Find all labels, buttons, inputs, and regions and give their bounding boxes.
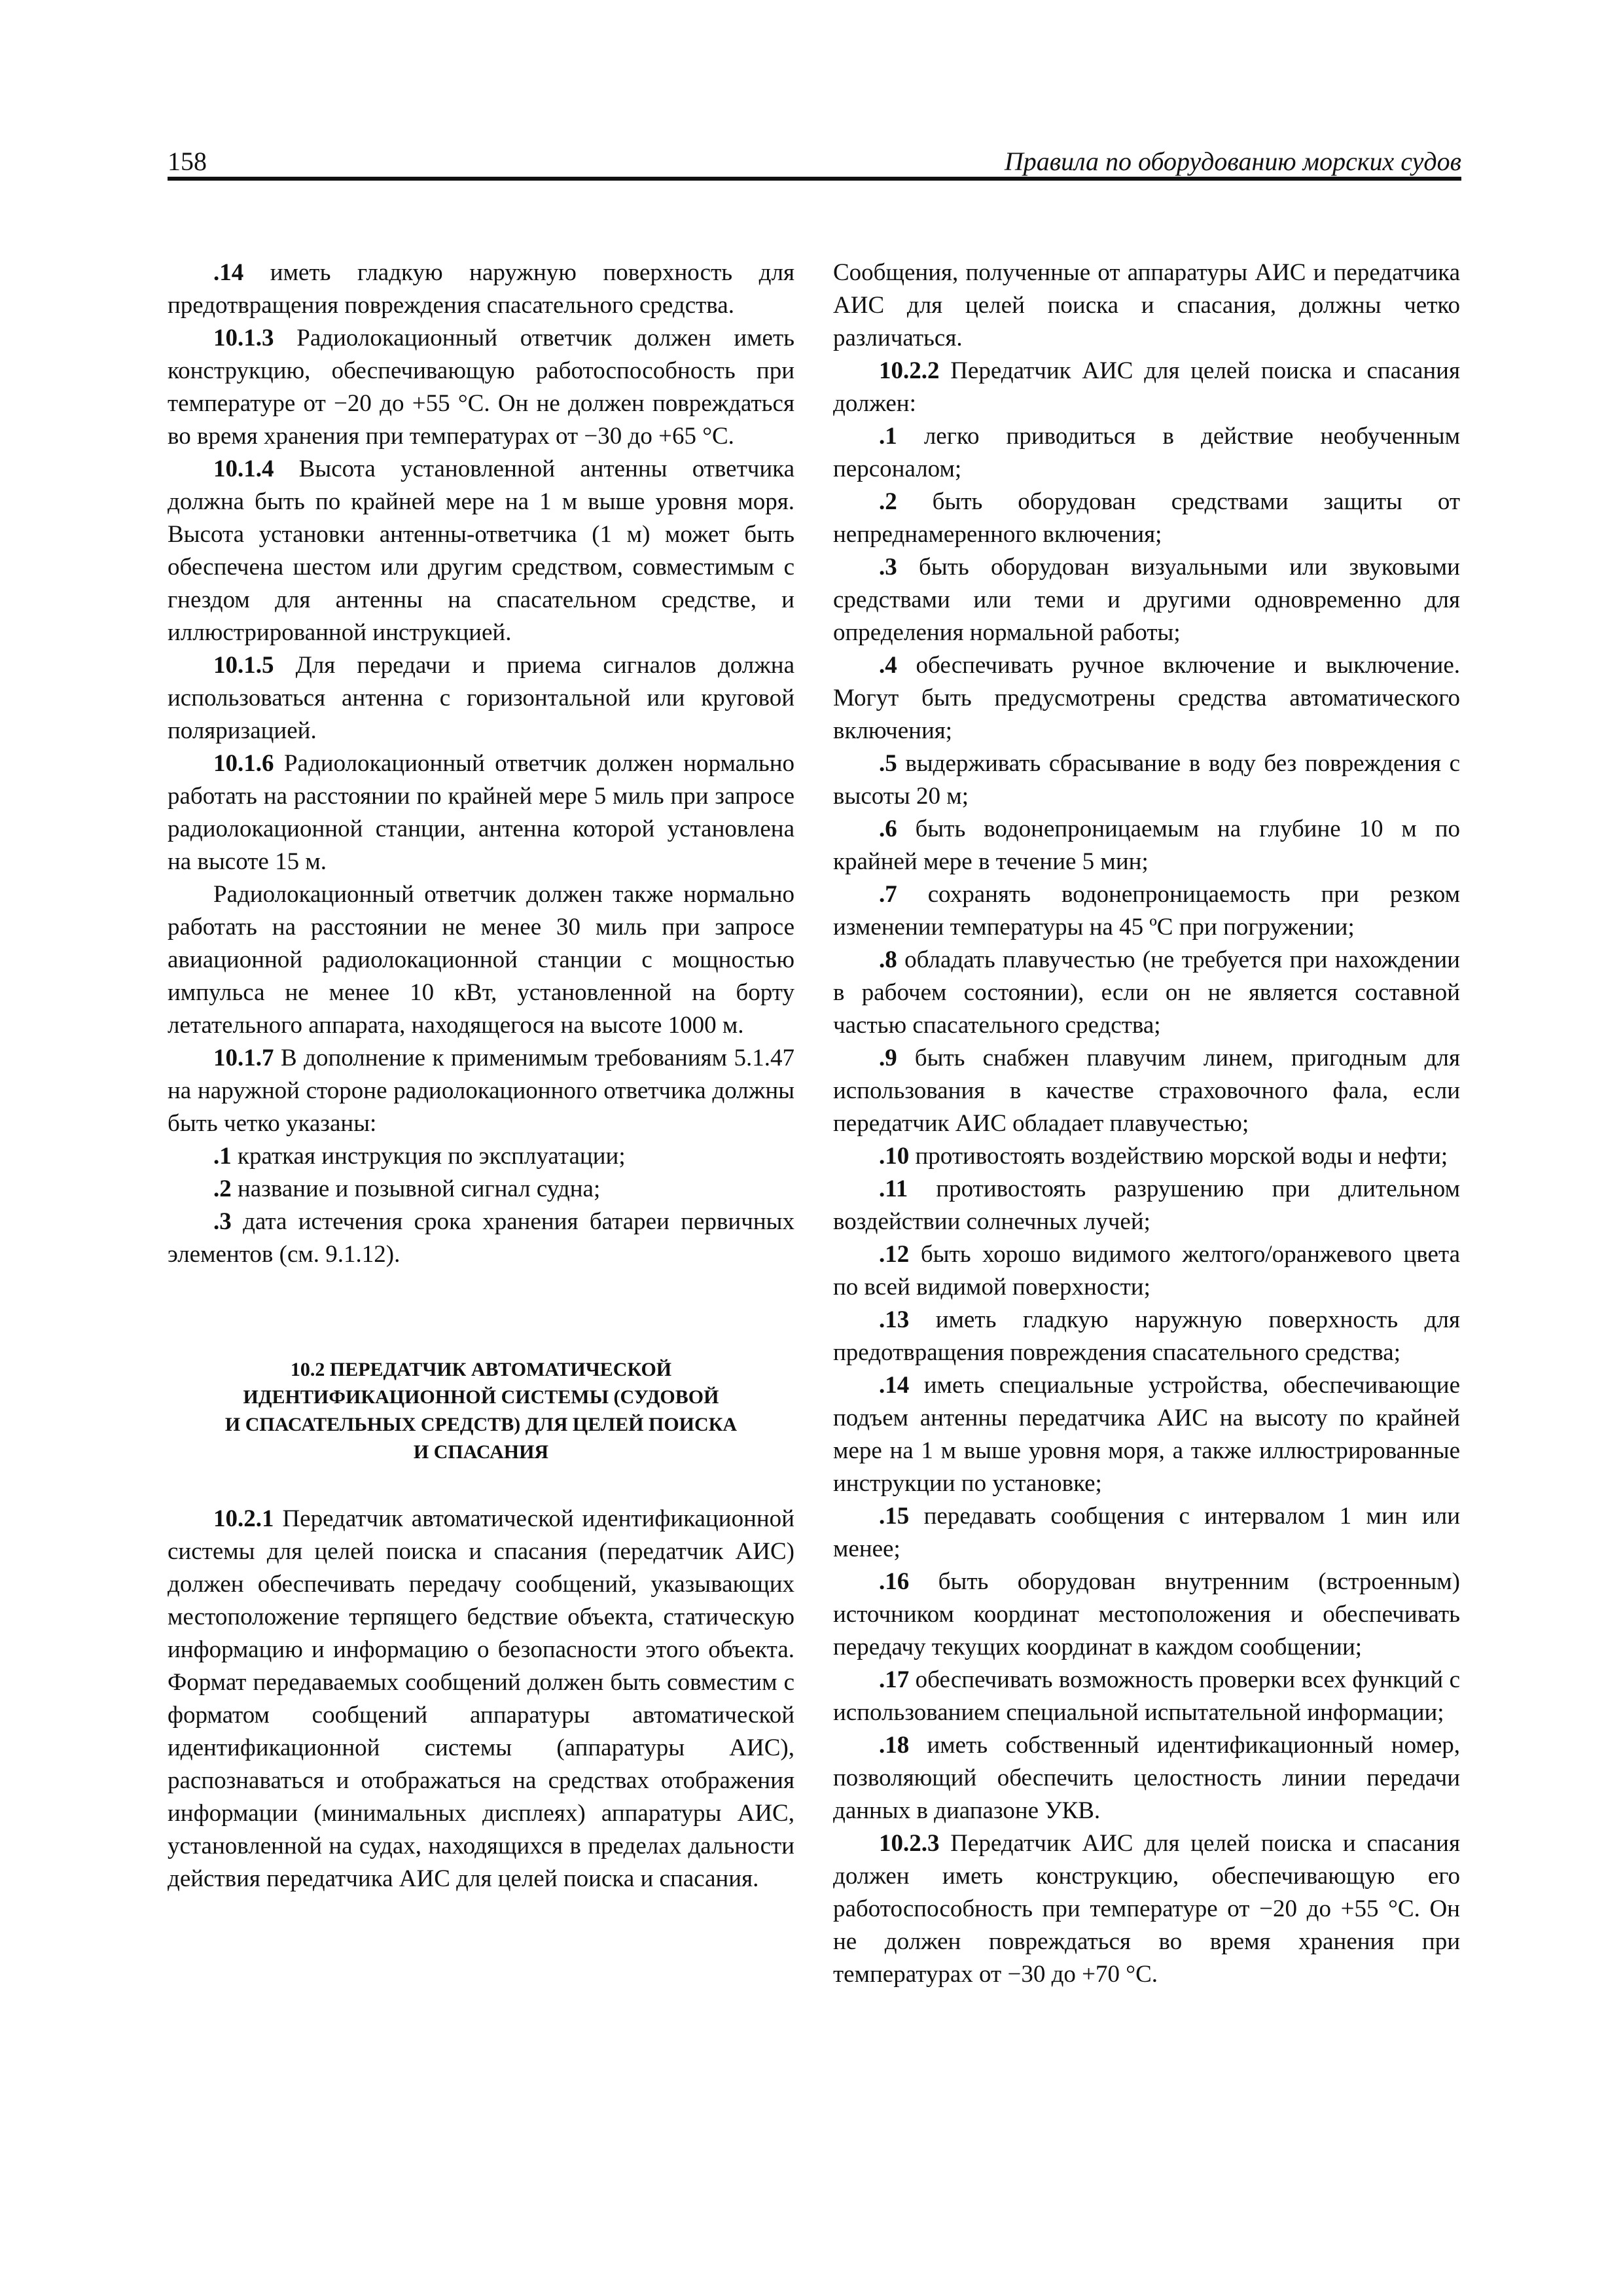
clause-number: .10 xyxy=(879,1143,910,1170)
paragraph-text: В дополнение к применимым требованиям 5.1.47 на наружной стороне радиолокационного ответчика должны быть четко указаны: xyxy=(168,1045,794,1137)
paragraph xyxy=(833,420,1460,486)
paragraph xyxy=(833,649,1460,747)
paragraph-text: Радиолокационный ответчик должен также нормально работать на расстоянии не менее 30 миль при запросе авиационной радиолокационной станции с мощностью импульса не менее 10 кВт, установленной на борту летательного аппарата, находящегося на высоте 1000 м. xyxy=(168,881,794,1039)
paragraph-text: выдерживать сбрасывание в воду без повреждения с высоты 20 м; xyxy=(833,750,1460,810)
paragraph-text: быть оборудован средствами защиты от непреднамеренного включения; xyxy=(833,488,1460,548)
clause-number: .8 xyxy=(879,946,897,973)
paragraph xyxy=(833,1140,1460,1173)
section-heading xyxy=(168,1356,794,1466)
paragraph-text: дата истечения срока хранения батареи первичных элементов (см. 9.1.12). xyxy=(168,1208,794,1268)
paragraph-text: Высота установленной антенны ответчика должна быть по крайней мере на 1 м выше уровня моря. Высота установки антенны-ответчика (1 м) может быть обеспечена шестом или другим средством, совместимым с гнездом для антенны на спасательном средстве, и иллюстрированной инструкцией. xyxy=(168,456,794,646)
heading-line: ИДЕНТИФИКАЦИОННОЙ СИСТЕМЫ (СУДОВОЙ xyxy=(243,1386,719,1408)
clause-number: 10.2.2 xyxy=(879,357,940,384)
paragraph-text: иметь гладкую наружную поверхность для предотвращения повреждения спасательного средства; xyxy=(833,1306,1460,1366)
clause-number: 10.1.3 xyxy=(213,325,274,351)
heading-line: И СПАСАНИЯ xyxy=(413,1441,549,1463)
paragraph-text: быть хорошо видимого желтого/оранжевого цвета по всей видимой поверхности; xyxy=(833,1241,1460,1300)
right-column xyxy=(833,257,1460,1991)
clause-number: .18 xyxy=(879,1732,910,1759)
clause-number: .6 xyxy=(879,816,897,842)
clause-number: .1 xyxy=(879,423,897,450)
paragraph-text: передавать сообщения с интервалом 1 мин или менее; xyxy=(833,1503,1460,1562)
clause-number: .14 xyxy=(879,1372,910,1399)
paragraph-text: обладать плавучестью (не требуется при нахождении в рабочем состоянии), если он не является составной частью спасательного средства; xyxy=(833,946,1460,1039)
paragraph xyxy=(833,1173,1460,1238)
paragraph xyxy=(168,1503,794,1895)
left-paragraphs xyxy=(168,257,794,1271)
paragraph-text: иметь гладкую наружную поверхность для предотвращения повреждения спасательного средства. xyxy=(168,259,794,319)
paragraph xyxy=(833,878,1460,944)
paragraph-text: краткая инструкция по эксплуатации; xyxy=(231,1143,626,1170)
paragraph-text: быть оборудован внутренним (встроенным) источником координат местоположения и обеспечивать передачу текущих координат в каждом сообщении; xyxy=(833,1568,1460,1660)
clause-number: .13 xyxy=(879,1306,910,1333)
clause-number: .7 xyxy=(879,881,897,908)
clause-number: .3 xyxy=(213,1208,232,1235)
right-paragraphs xyxy=(833,355,1460,1991)
paragraph-text: Передатчик автоматической идентификационной системы для целей поиска и спасания (передатчик АИС) должен обеспечивать передачу сообщений, указывающих местоположение терпящего бедствие объекта, статическую информацию и информацию о безопасности этого объекта. Формат передаваемых сообщений должен быть совместим с форматом сообщений аппаратуры автоматической идентификационной системы (аппаратуры АИС), распознаваться и отображаться на средствах отображения информации (минимальных дисплеях) аппаратуры АИС, установленной на судах, находящихся в пределах дальности действия передатчика АИС для целей поиска и спасания. xyxy=(168,1505,794,1892)
paragraph xyxy=(833,1566,1460,1664)
paragraph-text: легко приводиться в действие необученным персоналом; xyxy=(833,423,1460,482)
page-header xyxy=(168,143,1461,181)
clause-number: .5 xyxy=(879,750,897,777)
paragraph-text: быть снабжен плавучим линем, пригодным для использования в качестве страховочного фала, если передатчик АИС обладает плавучестью; xyxy=(833,1045,1460,1137)
paragraph xyxy=(833,1664,1460,1729)
continuation-paragraph: Сообщения, полученные от аппаратуры АИС и передатчика АИС для целей поиска и спасания, должны четко различаться. xyxy=(833,259,1460,351)
clause-number: 10.2.1 xyxy=(213,1505,274,1532)
running-title: Правила по оборудованию морских судов xyxy=(1004,147,1461,176)
paragraph xyxy=(168,649,794,747)
paragraph xyxy=(168,322,794,453)
clause-number: 10.1.4 xyxy=(213,456,274,482)
paragraph xyxy=(168,878,794,1042)
heading-line: 10.2 ПЕРЕДАТЧИК АВТОМАТИЧЕСКОЙ xyxy=(290,1359,672,1380)
paragraph xyxy=(168,747,794,878)
paragraph xyxy=(833,1729,1460,1827)
paragraph xyxy=(833,1827,1460,1991)
left-paragraphs-after-heading xyxy=(168,1503,794,1895)
paragraph-text: название и позывной сигнал судна; xyxy=(231,1175,601,1202)
paragraph-text: Радиолокационный ответчик должен нормально работать на расстоянии по крайней мере 5 миль при запросе радиолокационной станции, антенна которой установлена на высоте 15 м. xyxy=(168,750,794,875)
paragraph xyxy=(168,257,794,322)
paragraph xyxy=(168,1173,794,1206)
clause-number: .17 xyxy=(879,1666,910,1693)
paragraph-text: Передатчик АИС для целей поиска и спасания должен: xyxy=(833,357,1460,417)
left-column xyxy=(168,257,794,1895)
paragraph-text: противостоять разрушению при длительном воздействии солнечных лучей; xyxy=(833,1175,1460,1235)
paragraph-text: быть водонепроницаемым на глубине 10 м по крайней мере в течение 5 мин; xyxy=(833,816,1460,875)
paragraph xyxy=(168,1206,794,1271)
paragraph xyxy=(168,1140,794,1173)
paragraph xyxy=(833,551,1460,649)
paragraph-text: Радиолокационный ответчик должен иметь конструкцию, обеспечивающую работоспособность при температуре от −20 до +55 °С. Он не должен повреждаться во время хранения при температурах от −30 до +65 °С. xyxy=(168,325,794,450)
clause-number: .15 xyxy=(879,1503,910,1530)
heading-line: И СПАСАТЕЛЬНЫХ СРЕДСТВ) ДЛЯ ЦЕЛЕЙ ПОИСКА xyxy=(224,1414,738,1435)
paragraph-text: противостоять воздействию морской воды и нефти; xyxy=(909,1143,1448,1170)
paragraph xyxy=(168,453,794,649)
paragraph xyxy=(833,1042,1460,1140)
paragraph xyxy=(833,355,1460,420)
paragraph xyxy=(833,813,1460,878)
header-rule xyxy=(168,177,1461,181)
clause-number: .4 xyxy=(879,652,897,679)
clause-number: .16 xyxy=(879,1568,910,1595)
clause-number: .2 xyxy=(879,488,897,515)
paragraph-text: обеспечивать ручное включение и выключение. Могут быть предусмотрены средства автоматического включения; xyxy=(833,652,1460,744)
clause-number: 10.1.7 xyxy=(213,1045,274,1071)
paragraph-text: иметь собственный идентификационный номер, позволяющий обеспечить целостность линии передачи данных в диапазоне УКВ. xyxy=(833,1732,1460,1824)
paragraph-text: Для передачи и приема сигналов должна использоваться антенна с горизонтальной или круговой поляризацией. xyxy=(168,652,794,744)
paragraph xyxy=(833,1369,1460,1500)
page-number: 158 xyxy=(168,147,207,176)
clause-number: 10.1.6 xyxy=(213,750,274,777)
paragraph xyxy=(833,1500,1460,1566)
clause-number: .3 xyxy=(879,554,897,581)
clause-number: .1 xyxy=(213,1143,232,1170)
clause-number: .11 xyxy=(879,1175,908,1202)
paragraph-text: быть оборудован визуальными или звуковыми средствами или теми и другими одновременно для определения нормальной работы; xyxy=(833,554,1460,646)
clause-number: 10.1.5 xyxy=(213,652,274,679)
clause-number: .12 xyxy=(879,1241,910,1268)
paragraph-text: Передатчик АИС для целей поиска и спасания должен иметь конструкцию, обеспечивающую его работоспособность при температуре от −20 до +55 °С. Он не должен повреждаться во время хранения при температурах от −30 до +70 °С. xyxy=(833,1830,1460,1988)
paragraph xyxy=(833,944,1460,1042)
clause-number: 10.2.3 xyxy=(879,1830,940,1857)
paragraph-text: сохранять водонепроницаемость при резком изменении температуры на 45 ºС при погружении; xyxy=(833,881,1460,941)
clause-number: .2 xyxy=(213,1175,232,1202)
clause-number: .9 xyxy=(879,1045,897,1071)
paragraph xyxy=(168,1042,794,1140)
paragraph-text: иметь специальные устройства, обеспечивающие подъем антенны передатчика АИС на высоту по крайней мере на 1 м выше уровня моря, а также иллюстрированные инструкции по установке; xyxy=(833,1372,1460,1497)
paragraph xyxy=(833,1238,1460,1304)
clause-number: .14 xyxy=(213,259,244,286)
paragraph xyxy=(833,1304,1460,1369)
paragraph-text: обеспечивать возможность проверки всех функций с использованием специальной испытательной информации; xyxy=(833,1666,1460,1726)
paragraph xyxy=(833,486,1460,551)
paragraph xyxy=(833,747,1460,813)
